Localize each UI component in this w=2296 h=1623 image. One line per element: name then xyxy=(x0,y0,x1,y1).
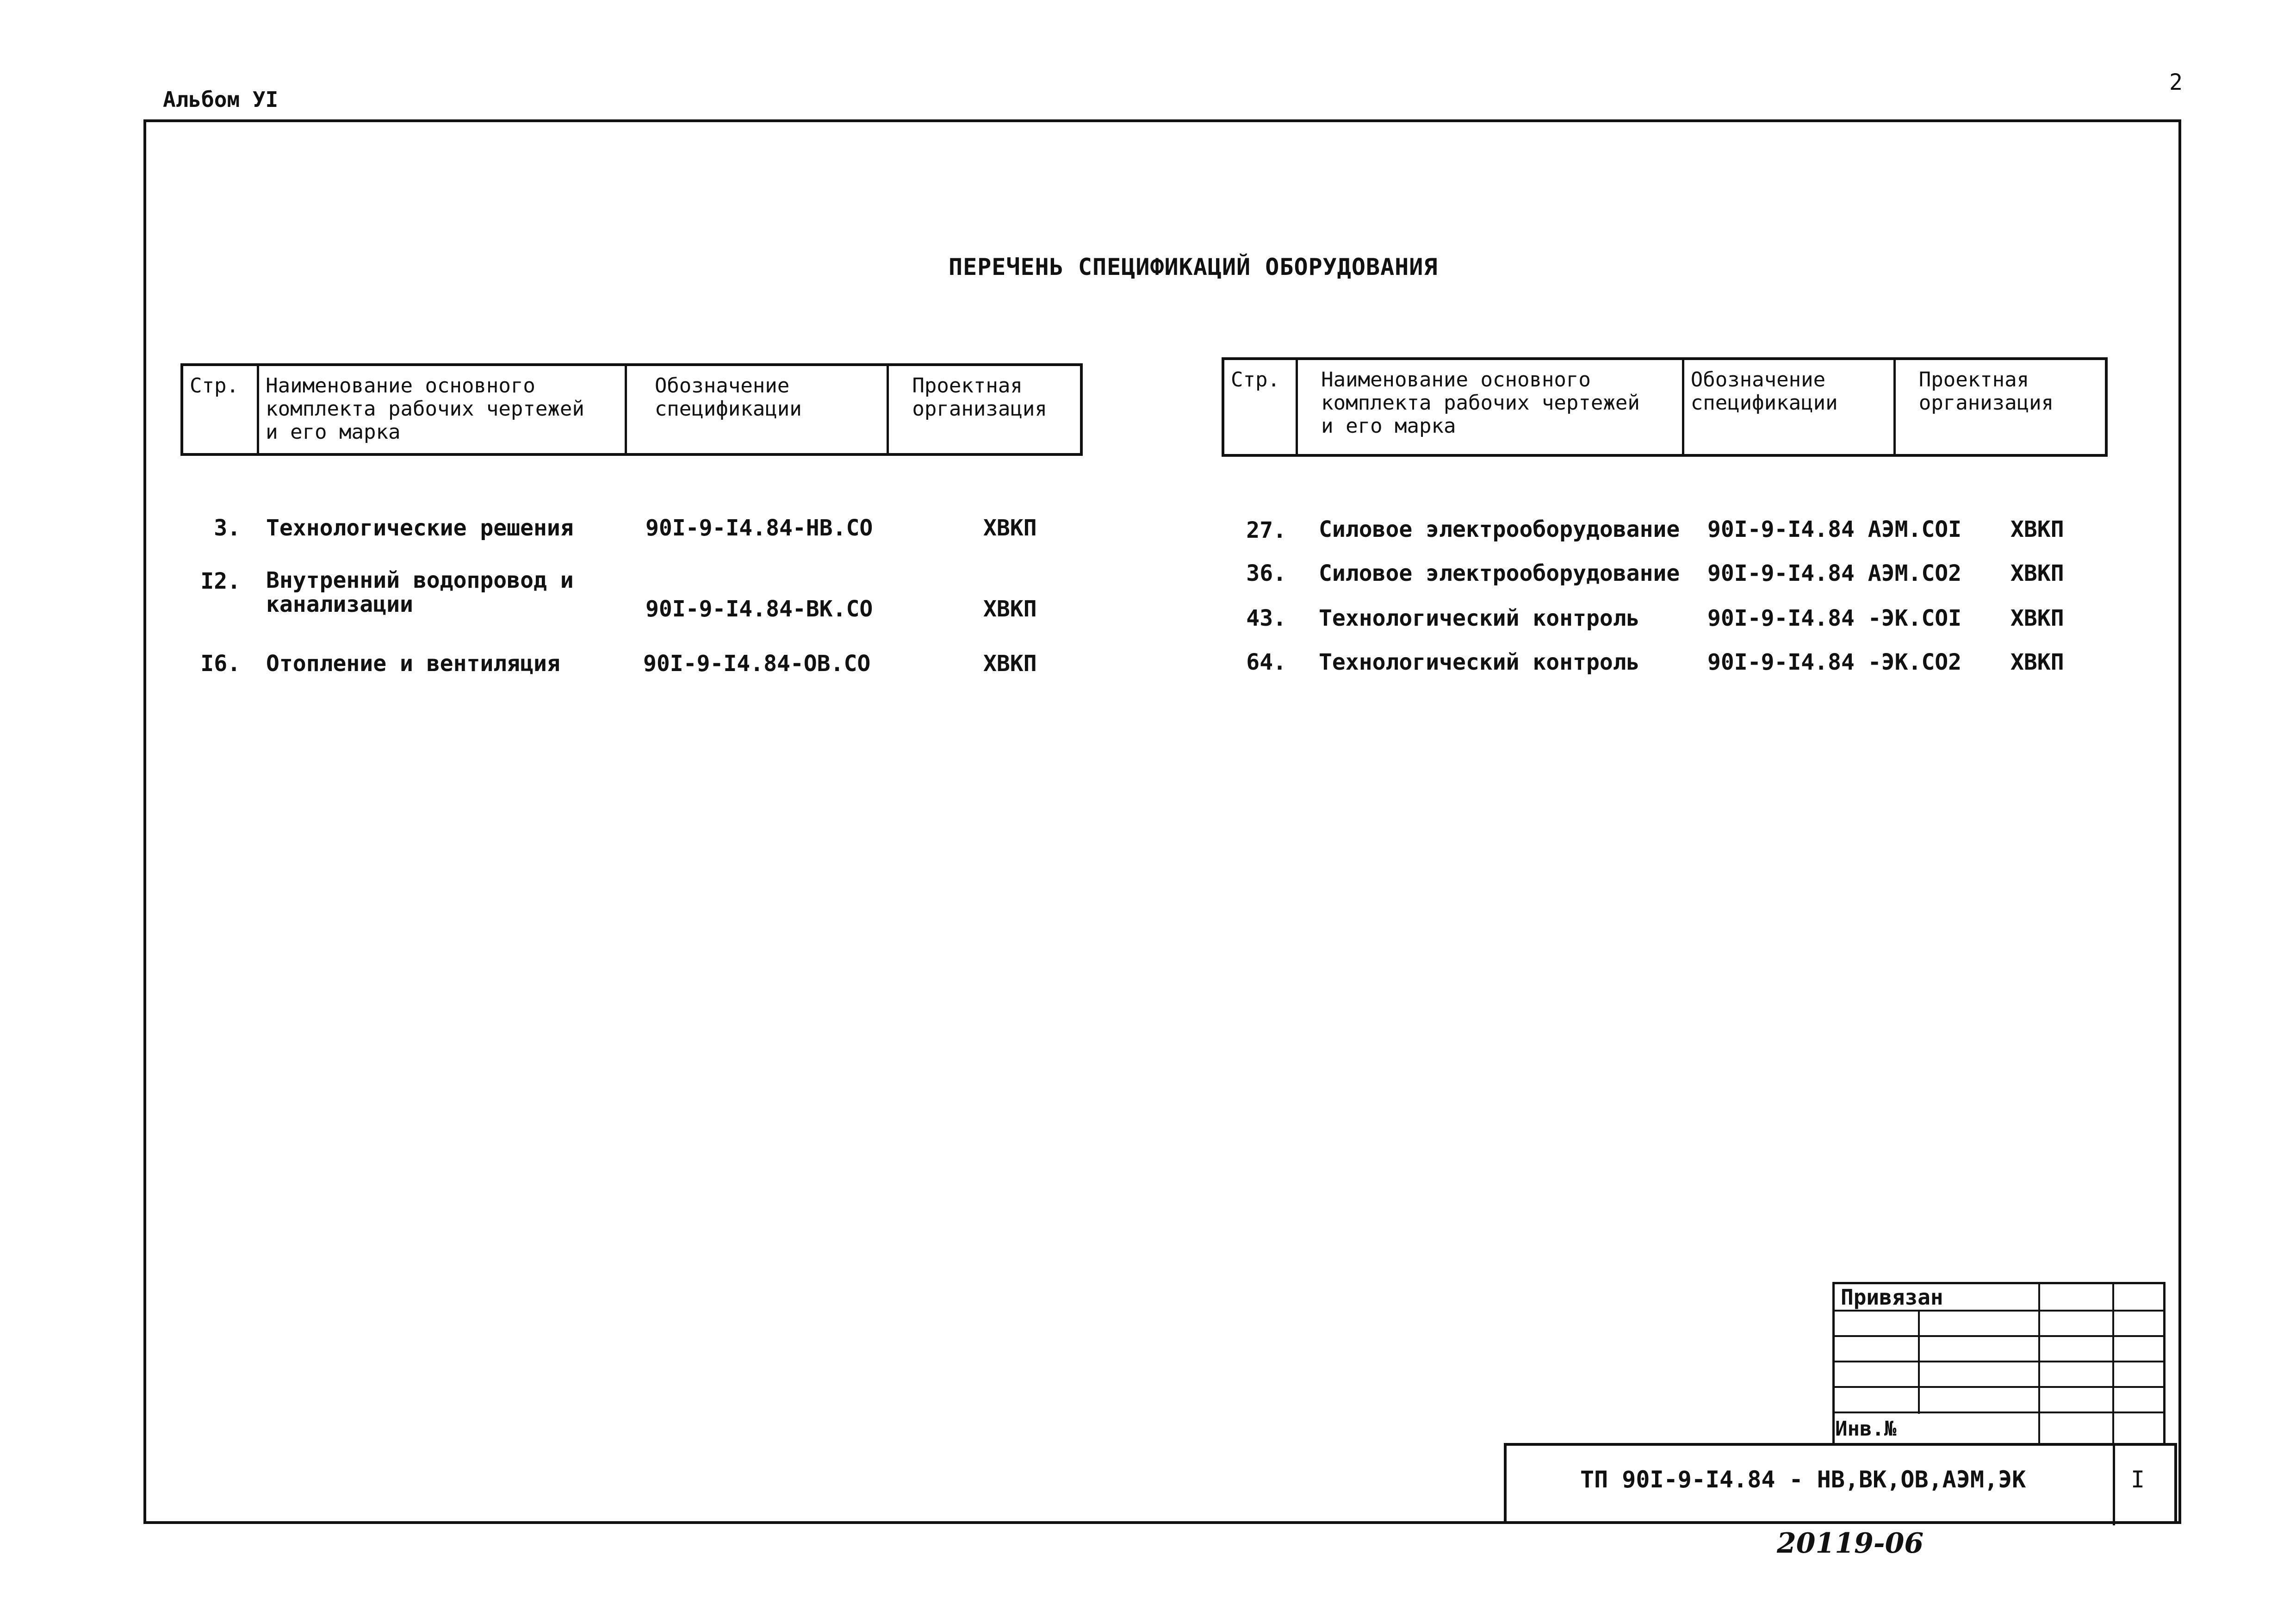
row-designation: 90I-9-I4.84-ВК.СО xyxy=(645,596,873,622)
header-name: Наименование основного комплекта рабочих чертежей и его марка xyxy=(259,366,627,453)
row-page: 27. xyxy=(1246,517,1286,543)
header-designation: Обозначение спецификации xyxy=(627,366,889,453)
header-name: Наименование основного комплекта рабочих чертежей и его марка xyxy=(1298,360,1684,454)
handwritten-number: 20119-06 xyxy=(1777,1527,1924,1560)
row-name: Технологический контроль xyxy=(1319,605,1640,631)
row-org: ХВКП xyxy=(2011,516,2064,542)
row-designation: 90I-9-I4.84-ОВ.СО xyxy=(643,651,871,677)
row-org: ХВКП xyxy=(983,515,1037,541)
inv-label: Инв.№ xyxy=(1835,1417,1897,1441)
sheet-corner-number: 2 xyxy=(2169,69,2183,95)
linked-stamp xyxy=(1832,1282,2166,1444)
row-org: ХВКП xyxy=(2011,649,2064,675)
row-page: 3. xyxy=(214,515,241,541)
row-designation: 90I-9-I4.84 АЭМ.СОI xyxy=(1707,516,1962,542)
row-page: I6. xyxy=(200,651,241,677)
row-designation: 90I-9-I4.84 -ЭК.СОI xyxy=(1707,605,1962,631)
row-org: ХВКП xyxy=(2011,605,2064,631)
header-page: Стр. xyxy=(1224,360,1298,454)
linked-label: Привязан xyxy=(1841,1285,1943,1310)
header-org: Проектная организация xyxy=(912,374,1047,421)
header-org: Проектная организация xyxy=(1918,368,2054,415)
sheet-number: I xyxy=(2131,1466,2145,1493)
row-designation: 90I-9-I4.84-НВ.СО xyxy=(645,515,873,541)
header-page: Стр. xyxy=(183,366,259,453)
document-code: ТП 90I-9-I4.84 - НВ,ВК,ОВ,АЭМ,ЭК xyxy=(1580,1466,2026,1493)
row-page: I2. xyxy=(200,568,241,594)
row-name: Внутренний водопровод и канализации xyxy=(266,567,574,617)
row-org: ХВКП xyxy=(983,596,1037,622)
row-name: Отопление и вентиляция xyxy=(266,651,560,677)
row-org: ХВКП xyxy=(983,651,1037,677)
left-table-header xyxy=(180,363,1083,456)
header-designation: Обозначение спецификации xyxy=(1684,360,1896,454)
row-name: Силовое электрооборудование xyxy=(1319,516,1680,542)
row-name: Силовое электрооборудование xyxy=(1319,560,1680,586)
row-page: 36. xyxy=(1246,560,1286,586)
row-designation: 90I-9-I4.84 -ЭК.СО2 xyxy=(1707,649,1962,675)
right-table-header xyxy=(1222,357,2108,457)
row-org: ХВКП xyxy=(2011,560,2064,586)
row-page: 43. xyxy=(1246,605,1286,631)
row-designation: 90I-9-I4.84 АЭМ.СО2 xyxy=(1707,560,1962,586)
album-label: Альбом УI xyxy=(163,87,279,112)
row-name: Технологический контроль xyxy=(1319,649,1640,675)
row-page: 64. xyxy=(1246,649,1286,675)
page-title: ПЕРЕЧЕНЬ СПЕЦИФИКАЦИЙ ОБОРУДОВАНИЯ xyxy=(949,254,1438,280)
row-name: Технологические решения xyxy=(266,515,574,541)
